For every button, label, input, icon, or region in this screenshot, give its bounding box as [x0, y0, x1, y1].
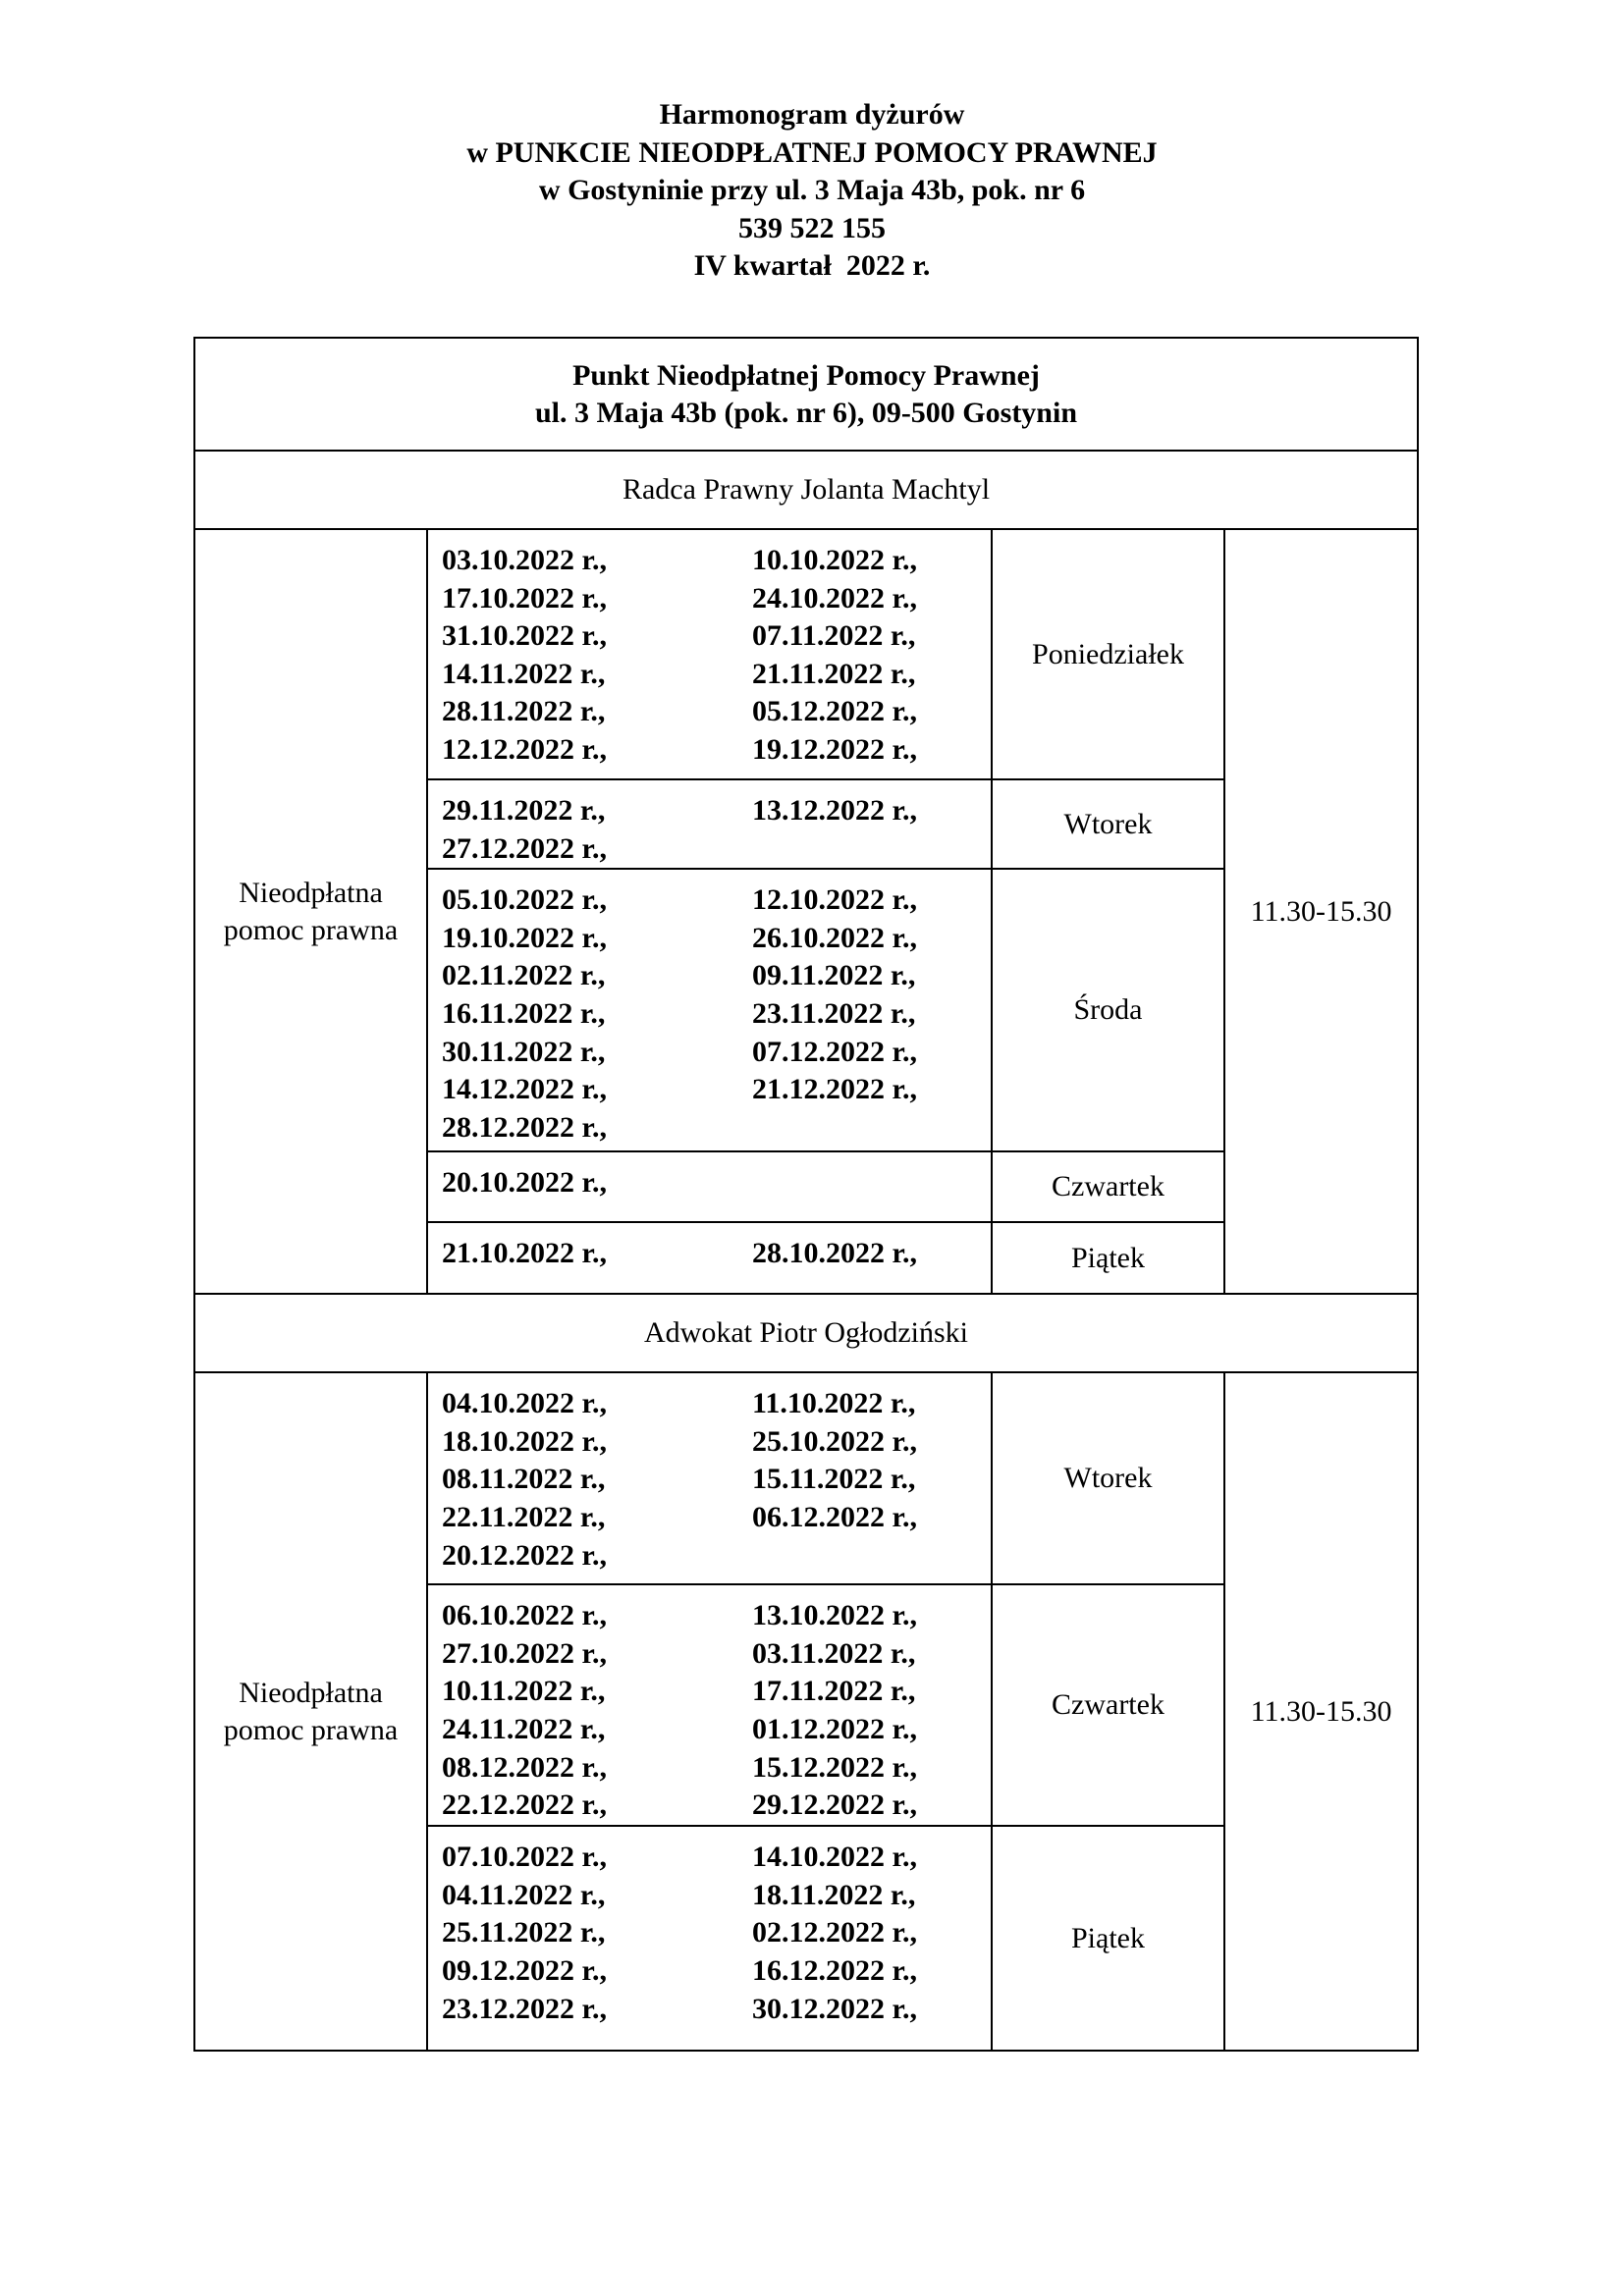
date-item: 08.12.2022 r.,: [442, 1750, 608, 1784]
header-title: Harmonogram dyżurów: [659, 98, 965, 131]
date-item: 20.12.2022 r.,: [442, 1538, 608, 1572]
date-item: 14.12.2022 r.,: [442, 1073, 608, 1106]
date-item: 27.12.2022 r.,: [442, 831, 608, 865]
dates-cell: [427, 1222, 992, 1294]
date-item: 05.12.2022 r.,: [752, 695, 918, 728]
date-item: 07.12.2022 r.,: [752, 1035, 918, 1068]
weekday-cell: Czwartek: [992, 1151, 1224, 1222]
date-item: 03.10.2022 r.,: [442, 544, 608, 576]
date-item: 19.10.2022 r.,: [442, 921, 608, 954]
hours-cell: 11.30-15.30: [1224, 1372, 1418, 2051]
dates-cell: [427, 779, 992, 869]
date-item: 02.11.2022 r.,: [442, 959, 606, 992]
dates-list: [442, 1385, 991, 1575]
service-type-cell: [194, 529, 427, 1294]
date-item: 03.11.2022 r.,: [752, 1636, 916, 1670]
dates-list: [442, 792, 991, 868]
date-item: 31.10.2022 r.,: [442, 619, 608, 653]
dates-list: [442, 1164, 991, 1202]
date-item: 30.11.2022 r.,: [442, 1035, 606, 1068]
date-item: 11.10.2022 r.,: [752, 1387, 916, 1420]
header-quarter: IV kwartał 2022 r.: [693, 249, 931, 282]
dates-list: [442, 881, 991, 1147]
date-item: 02.12.2022 r.,: [752, 1916, 918, 1949]
person-name: Radca Prawny Jolanta Machtyl: [194, 451, 1418, 529]
dates-list: [442, 1235, 991, 1273]
date-item: 18.11.2022 r.,: [752, 1878, 916, 1911]
table-row: [194, 529, 1418, 779]
dates-cell: [427, 1151, 992, 1222]
date-item: 28.11.2022 r.,: [442, 695, 606, 728]
service-type-line: Nieodpłatna: [239, 1676, 383, 1709]
dates-cell: [427, 529, 992, 779]
service-type-cell: [194, 1372, 427, 2051]
weekday-cell: Środa: [992, 869, 1224, 1151]
weekday-cell: Wtorek: [992, 779, 1224, 869]
weekday-cell: Poniedziałek: [992, 529, 1224, 779]
date-item: 17.11.2022 r.,: [752, 1675, 916, 1708]
date-item: 18.10.2022 r.,: [442, 1424, 608, 1458]
date-item: 27.10.2022 r.,: [442, 1636, 608, 1670]
date-item: 23.11.2022 r.,: [752, 996, 916, 1030]
table-title-address: ul. 3 Maja 43b (pok. nr 6), 09-500 Gostynin: [535, 396, 1078, 429]
date-item: 29.11.2022 r.,: [442, 794, 606, 827]
dates-cell: [427, 1372, 992, 1584]
date-item: 14.11.2022 r.,: [442, 657, 606, 690]
date-item: 21.10.2022 r.,: [442, 1237, 608, 1270]
dates-list: [442, 1839, 991, 2028]
table-title-name: Punkt Nieodpłatnej Pomocy Prawnej: [572, 358, 1040, 392]
dates-cell: [427, 1826, 992, 2051]
date-item: 16.12.2022 r.,: [752, 1953, 918, 1987]
table-title-cell: [194, 338, 1418, 451]
date-item: 21.12.2022 r.,: [752, 1073, 918, 1106]
date-item: 22.11.2022 r.,: [442, 1500, 606, 1533]
date-item: 29.12.2022 r.,: [752, 1789, 918, 1822]
hours-cell: 11.30-15.30: [1224, 529, 1418, 1294]
date-item: 21.11.2022 r.,: [752, 657, 916, 690]
date-item: 22.12.2022 r.,: [442, 1789, 608, 1822]
weekday-cell: Piątek: [992, 1222, 1224, 1294]
person-row: [194, 451, 1418, 529]
date-item: 01.12.2022 r.,: [752, 1712, 918, 1745]
date-item: 20.10.2022 r.,: [442, 1166, 608, 1200]
date-item: 15.11.2022 r.,: [752, 1463, 916, 1496]
dates-list: [442, 1597, 991, 1825]
date-item: 28.12.2022 r.,: [442, 1110, 608, 1144]
date-item: 05.10.2022 r.,: [442, 883, 608, 917]
date-item: 13.10.2022 r.,: [752, 1599, 918, 1632]
date-item: 04.11.2022 r.,: [442, 1878, 606, 1911]
date-item: 06.10.2022 r.,: [442, 1599, 608, 1632]
schedule-table: [193, 337, 1419, 2052]
document-header: [0, 96, 1624, 286]
date-item: 30.12.2022 r.,: [752, 1992, 918, 2025]
service-type-line: pomoc prawna: [223, 913, 399, 946]
header-address: w Gostyninie przy ul. 3 Maja 43b, pok. nr 6: [538, 174, 1086, 206]
date-item: 23.12.2022 r.,: [442, 1992, 608, 2025]
person-name: Adwokat Piotr Ogłodziński: [194, 1294, 1418, 1372]
date-item: 26.10.2022 r.,: [752, 921, 918, 954]
weekday-cell: Czwartek: [992, 1584, 1224, 1826]
date-item: 17.10.2022 r.,: [442, 581, 608, 614]
date-item: 12.10.2022 r.,: [752, 883, 918, 917]
dates-list: [442, 542, 991, 770]
dates-cell: [427, 869, 992, 1151]
date-item: 10.11.2022 r.,: [442, 1675, 606, 1708]
weekday-cell: Wtorek: [992, 1372, 1224, 1584]
date-item: 06.12.2022 r.,: [752, 1500, 918, 1533]
date-item: 09.12.2022 r.,: [442, 1953, 608, 1987]
date-item: 25.10.2022 r.,: [752, 1424, 918, 1458]
person-row: [194, 1294, 1418, 1372]
date-item: 08.11.2022 r.,: [442, 1463, 606, 1496]
header-office-name: w PUNKCIE NIEODPŁATNEJ POMOCY PRAWNEJ: [466, 135, 1158, 169]
service-type-line: pomoc prawna: [223, 1713, 399, 1746]
date-item: 10.10.2022 r.,: [752, 544, 918, 576]
weekday-cell: Piątek: [992, 1826, 1224, 2051]
date-item: 07.10.2022 r.,: [442, 1841, 608, 1874]
date-item: 07.11.2022 r.,: [752, 619, 916, 653]
table-title-row: [194, 338, 1418, 451]
date-item: 28.10.2022 r.,: [752, 1237, 918, 1270]
table-row: [194, 1372, 1418, 1584]
date-item: 15.12.2022 r.,: [752, 1750, 918, 1784]
date-item: 14.10.2022 r.,: [752, 1841, 918, 1874]
date-item: 13.12.2022 r.,: [752, 794, 918, 827]
date-item: 16.11.2022 r.,: [442, 996, 606, 1030]
date-item: 04.10.2022 r.,: [442, 1387, 608, 1420]
header-phone: 539 522 155: [738, 211, 886, 244]
date-item: 24.11.2022 r.,: [442, 1712, 606, 1745]
service-type-line: Nieodpłatna: [239, 876, 383, 909]
date-item: 25.11.2022 r.,: [442, 1916, 606, 1949]
date-item: 09.11.2022 r.,: [752, 959, 916, 992]
dates-cell: [427, 1584, 992, 1826]
date-item: 24.10.2022 r.,: [752, 581, 918, 614]
date-item: 12.12.2022 r.,: [442, 732, 608, 766]
date-item: 19.12.2022 r.,: [752, 732, 918, 766]
